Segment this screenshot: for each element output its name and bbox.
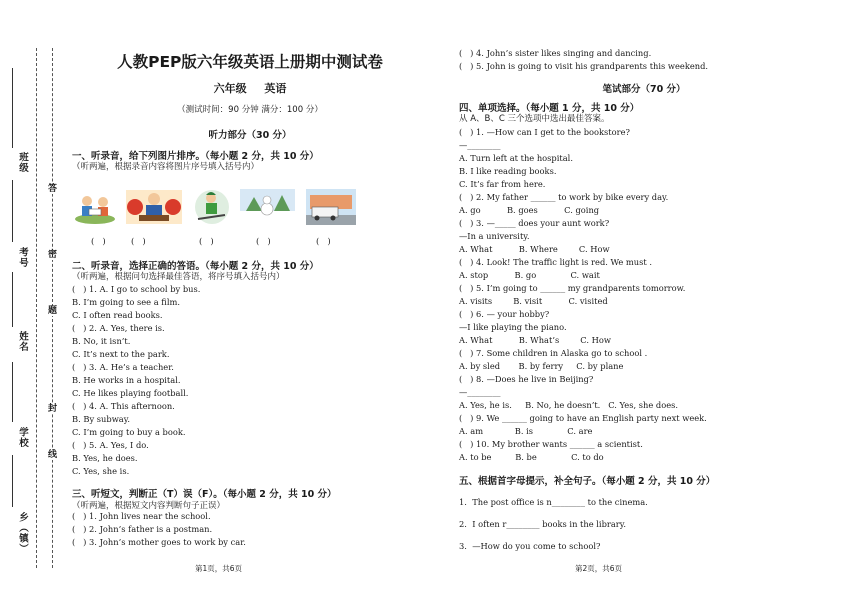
list-item: B. Yes, he does.: [72, 453, 138, 463]
list-item: C. I’m going to buy a book.: [72, 427, 186, 437]
section-2-title: 二、听录音，选择正确的答语。（每小题 2 分，共 10 分）: [72, 261, 319, 272]
name-label: 姓名: [17, 331, 28, 352]
list-item: A. Yes, he is. B. No, he doesn’t. C. Yes, she does.: [459, 400, 679, 410]
list-item: 3. —How do you come to school?: [459, 541, 601, 551]
list-item: ( ) 1. A. I go to school by bus.: [72, 284, 201, 294]
list-item: B. He works in a hospital.: [72, 375, 181, 385]
section-3-continued: [459, 47, 708, 73]
list-item: ( ) 8. —Does he live in Beijing?: [459, 374, 594, 384]
school-blank: [12, 362, 13, 422]
seal-mark-mi: 密: [48, 250, 58, 260]
grade-subject: [70, 80, 430, 96]
list-item: ( ) 4. Look! The traffic light is red. We must .: [459, 257, 652, 267]
binding-line-outer: [36, 48, 37, 568]
exam-title: 人教PEP版六年级英语上册期中测试卷: [117, 53, 383, 71]
children-reading-icon: [73, 189, 117, 225]
classroom-icon: [125, 189, 183, 225]
binding-margin: [0, 0, 58, 607]
class-blank: [12, 68, 13, 148]
list-item: A. What B. Where C. How: [459, 244, 610, 254]
list-item: B. I like reading books.: [459, 166, 557, 176]
page-footer-left: 第1页，共6页: [195, 564, 243, 573]
list-item: 1. The post office is n________ to the cinema.: [459, 497, 648, 507]
list-item: ( ) 5. John is going to visit his grandparents this weekend.: [459, 61, 709, 71]
writing-part-title: 笔试部分（70 分）: [602, 84, 686, 95]
page-footer-right: 第2页，共6页: [575, 564, 623, 573]
list-item: ( ) 3. A. He’s a teacher.: [72, 362, 174, 372]
exam-number-blank: [12, 180, 13, 242]
list-item: ( ) 3. John’s mother goes to work by car.: [72, 537, 246, 547]
list-item: ( ) 5. I’m going to ______ my grandparents tomorrow.: [459, 283, 686, 293]
section-5-title: 五、根据首字母提示，补全句子。（每小题 2 分，共 10 分）: [459, 476, 716, 487]
list-item: A. visits B. visit C. visited: [459, 296, 608, 306]
section-3-lines: [72, 510, 246, 549]
picture-bracket-5: ( ): [316, 237, 331, 247]
list-item: ( ) 2. A. Yes, there is.: [72, 323, 165, 333]
picture-bracket-4: ( ): [256, 237, 271, 247]
list-item: C. Yes, she is.: [72, 466, 130, 476]
list-item: ( ) 1. John lives near the school.: [72, 511, 211, 521]
list-item: ( ) 9. We ______ going to have an English party next week.: [459, 413, 707, 423]
section-1-title: 一、听录音，给下列图片排序。（每小题 2 分，共 10 分）: [72, 151, 319, 162]
list-item: B. By subway.: [72, 414, 130, 424]
list-item: C. It’s next to the park.: [72, 349, 170, 359]
list-item: 2. I often r________ books in the library.: [459, 519, 626, 529]
list-item: A. to be B. be C. to do: [459, 452, 604, 462]
section-5-lines: [459, 491, 648, 557]
list-item: A. am B. is C. are: [459, 426, 593, 436]
list-item: A. go B. goes C. going: [459, 205, 600, 215]
subject-label: 英语: [264, 82, 287, 95]
section-4-lines: [459, 126, 707, 464]
class-label: 班级: [17, 152, 28, 173]
list-item: C. I often read books.: [72, 310, 163, 320]
list-item: ( ) 7. Some children in Alaska go to school .: [459, 348, 648, 358]
list-item: ( ) 4. John’s sister likes singing and dancing.: [459, 48, 652, 58]
seal-mark-xian: 线: [48, 450, 58, 460]
list-item: B. No, it isn’t.: [72, 336, 131, 346]
list-item: A. What B. What’s C. How: [459, 335, 611, 345]
list-item: ( ) 2. John’s father is a postman.: [72, 524, 213, 534]
exam-info: （测试时间：90 分钟 满分：100 分）: [177, 105, 323, 115]
seal-mark-da: 答: [48, 184, 58, 194]
list-item: —I like playing the piano.: [459, 322, 567, 332]
section-3-note: （听两遍，根据短文内容判断句子正误）: [72, 501, 226, 511]
list-item: —________: [459, 140, 501, 150]
boy-skiing-icon: [193, 189, 231, 225]
section-2-lines: [72, 283, 200, 478]
seal-mark-ti: 题: [48, 306, 58, 316]
section-1-note: （听两遍，根据录音内容将图片序号填入括号内）: [72, 162, 260, 172]
name-blank: [12, 272, 13, 327]
picture-bracket-1: ( ): [91, 237, 106, 247]
list-item: —In a university.: [459, 231, 530, 241]
township-blank: [12, 455, 13, 507]
section-2-note: （听两遍，根据问句选择最佳答语，将序号填入括号内）: [72, 272, 285, 282]
seal-mark-feng: 封: [48, 404, 58, 414]
list-item: B. I’m going to see a film.: [72, 297, 181, 307]
snow-scene-icon: [240, 189, 295, 225]
list-item: ( ) 5. A. Yes, I do.: [72, 440, 149, 450]
list-item: ( ) 10. My brother wants ______ a scientist.: [459, 439, 643, 449]
picture-bracket-2: ( ): [131, 237, 146, 247]
list-item: A. by sled B. by ferry C. by plane: [459, 361, 624, 371]
list-item: ( ) 1. —How can I get to the bookstore?: [459, 127, 630, 137]
list-item: A. stop B. go C. wait: [459, 270, 600, 280]
list-item: A. Turn left at the hospital.: [459, 153, 573, 163]
list-item: ( ) 3. —_____ does your aunt work?: [459, 218, 610, 228]
school-bus-icon: [306, 189, 356, 225]
section-4-note: 从 A、B、C 三个选项中选出最佳答案。: [459, 114, 610, 124]
list-item: ( ) 6. — your hobby?: [459, 309, 550, 319]
exam-number-label: 考号: [17, 247, 28, 268]
grade-label: 六年级: [213, 82, 247, 95]
section-4-title: 四、单项选择。（每小题 1 分，共 10 分）: [459, 103, 640, 114]
township-label: 乡（镇）: [17, 512, 28, 554]
listening-part-title: 听力部分（30 分）: [208, 130, 292, 141]
school-label: 学校: [17, 427, 28, 448]
list-item: ( ) 2. My father ______ to work by bike every day.: [459, 192, 669, 202]
picture-bracket-3: ( ): [199, 237, 214, 247]
section-3-title: 三、听短文，判断正（T）误（F）。（每小题 2 分，共 10 分）: [72, 489, 337, 500]
list-item: C. It’s far from here.: [459, 179, 546, 189]
list-item: C. He likes playing football.: [72, 388, 189, 398]
list-item: ( ) 4. A. This afternoon.: [72, 401, 175, 411]
list-item: —________: [459, 387, 501, 397]
